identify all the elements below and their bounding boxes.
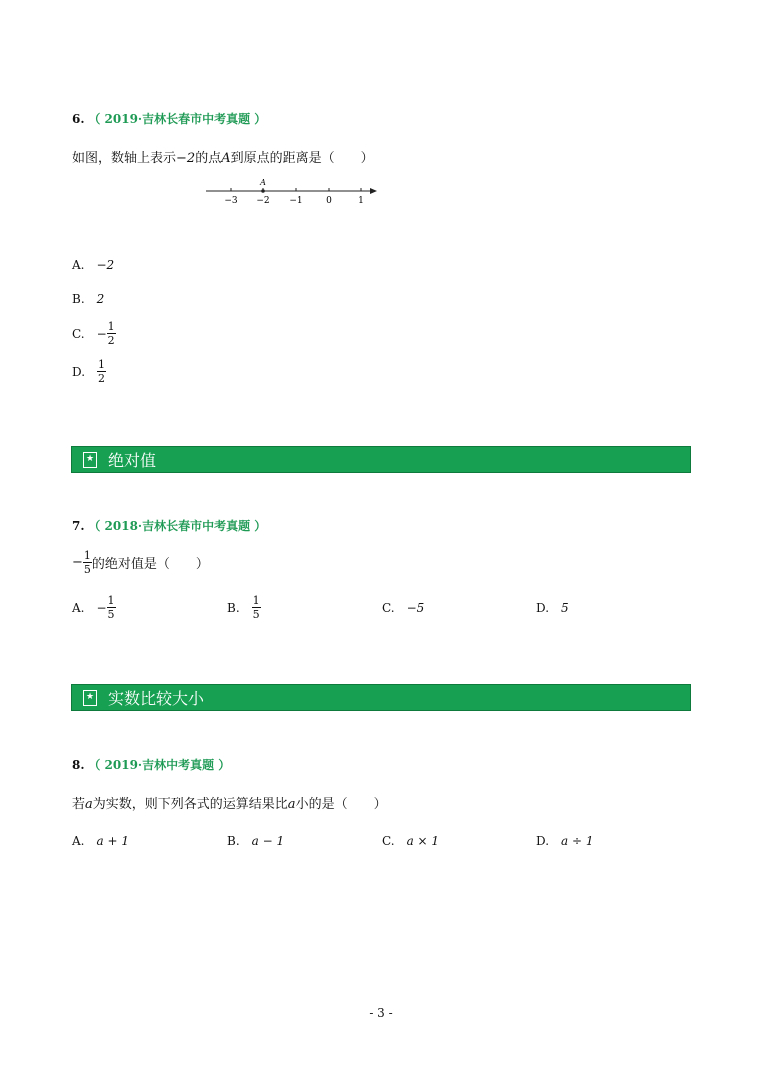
q6-option-b[interactable] <box>72 292 104 306</box>
q8-stem <box>72 793 387 812</box>
q6-option-a[interactable] <box>72 258 114 272</box>
q8-option-d[interactable] <box>536 834 594 848</box>
q7-stem-text: 的绝对值是（ ） <box>91 557 209 572</box>
q6-option-d[interactable] <box>72 358 106 385</box>
option-label: C. <box>382 834 395 848</box>
q6-stem-text-1: 如图，数轴上表示 <box>72 151 177 166</box>
q6-stem <box>72 147 374 166</box>
fraction-numerator: 1 <box>107 594 115 607</box>
page-number: - 3 - <box>369 1006 393 1020</box>
q6-number: 6. <box>72 112 85 126</box>
section-title: 绝对值 <box>108 451 157 470</box>
q8-stem-text-1: 若 <box>72 797 86 812</box>
option-label: C. <box>72 326 85 341</box>
tick-label--2: −2 <box>256 196 270 206</box>
q8-option-a[interactable] <box>72 834 129 848</box>
option-value: a − 1 <box>251 834 285 848</box>
q8-stem-text-2: 为实数，则下列各式的运算结果比 <box>92 797 288 812</box>
option-value: a + 1 <box>96 834 129 848</box>
q7-option-a[interactable] <box>72 594 116 621</box>
q6-stem-value: −2 <box>176 151 196 166</box>
fraction-denominator: 5 <box>107 608 115 621</box>
option-label: A. <box>72 600 85 615</box>
fraction-numerator: 1 <box>252 594 260 607</box>
tick-label--1: −1 <box>289 196 303 206</box>
q6-stem-text-2: 的点 <box>195 151 222 166</box>
q7-source: （ 2018·吉林长春市中考真题 ） <box>88 519 267 533</box>
bookmark-star-icon: ★ <box>83 452 97 468</box>
q8-number: 8. <box>72 758 85 772</box>
q7-number: 7. <box>72 519 85 533</box>
q7-stem-fraction <box>83 549 92 576</box>
q6-source: （ 2019·吉林长春市中考真题 ） <box>88 112 267 126</box>
q7-option-c[interactable] <box>382 601 424 615</box>
tick-label-1: 1 <box>358 196 364 206</box>
q7-header <box>72 517 266 534</box>
q8-stem-text-3: 小的是（ ） <box>295 797 387 812</box>
fraction-numerator: 1 <box>98 358 106 371</box>
option-label: A. <box>72 834 85 848</box>
q8-source: （ 2019·吉林中考真题 ） <box>88 758 231 772</box>
q6-stem-point: A <box>221 151 231 166</box>
option-sign: − <box>96 600 107 615</box>
option-sign: − <box>96 326 107 341</box>
q8-stem-var2: a <box>287 797 296 812</box>
option-fraction <box>97 358 106 385</box>
option-value: −2 <box>96 258 115 272</box>
option-fraction <box>107 320 116 347</box>
bookmark-star-icon: ★ <box>83 690 97 706</box>
point-a-label: A <box>260 178 266 187</box>
q6-header <box>72 110 266 127</box>
option-label: A. <box>72 258 85 272</box>
q7-option-b[interactable] <box>227 594 261 621</box>
q8-header <box>72 756 230 773</box>
option-value: a ÷ 1 <box>561 834 594 848</box>
option-fraction <box>252 594 261 621</box>
q6-stem-text-3: 到原点的距离是（ ） <box>230 151 374 166</box>
q7-stem <box>72 549 209 576</box>
option-label: B. <box>227 600 240 615</box>
option-label: B. <box>72 292 85 306</box>
option-label: D. <box>536 834 550 848</box>
fraction-denominator: 2 <box>98 372 106 385</box>
fraction-numerator: 1 <box>83 549 91 562</box>
tick-label-0: 0 <box>326 196 332 206</box>
q8-stem-var: a <box>85 797 93 812</box>
fraction-denominator: 5 <box>83 563 91 576</box>
option-value: 2 <box>96 292 105 306</box>
number-line <box>200 176 385 208</box>
q7-stem-sign: − <box>72 555 83 570</box>
option-label: B. <box>227 834 240 848</box>
option-fraction <box>107 594 116 621</box>
point-a-dot <box>261 189 265 193</box>
tick-label--3: −3 <box>224 196 238 206</box>
option-label: D. <box>72 364 86 379</box>
number-line-arrow <box>370 188 377 194</box>
option-value: 5 <box>561 601 569 615</box>
section-banner-real-number-comparison <box>71 684 691 711</box>
section-title: 实数比较大小 <box>108 689 205 708</box>
option-label: D. <box>536 601 550 615</box>
q8-option-c[interactable] <box>382 834 439 848</box>
fraction-denominator: 5 <box>252 608 260 621</box>
q7-option-d[interactable] <box>536 601 569 615</box>
fraction-numerator: 1 <box>107 320 115 333</box>
q8-option-b[interactable] <box>227 834 284 848</box>
option-value: −5 <box>406 601 425 615</box>
section-banner-absolute-value <box>71 446 691 473</box>
option-label: C. <box>382 601 395 615</box>
option-value: a × 1 <box>406 834 440 848</box>
q6-option-c[interactable] <box>72 320 116 347</box>
fraction-denominator: 2 <box>107 334 115 347</box>
